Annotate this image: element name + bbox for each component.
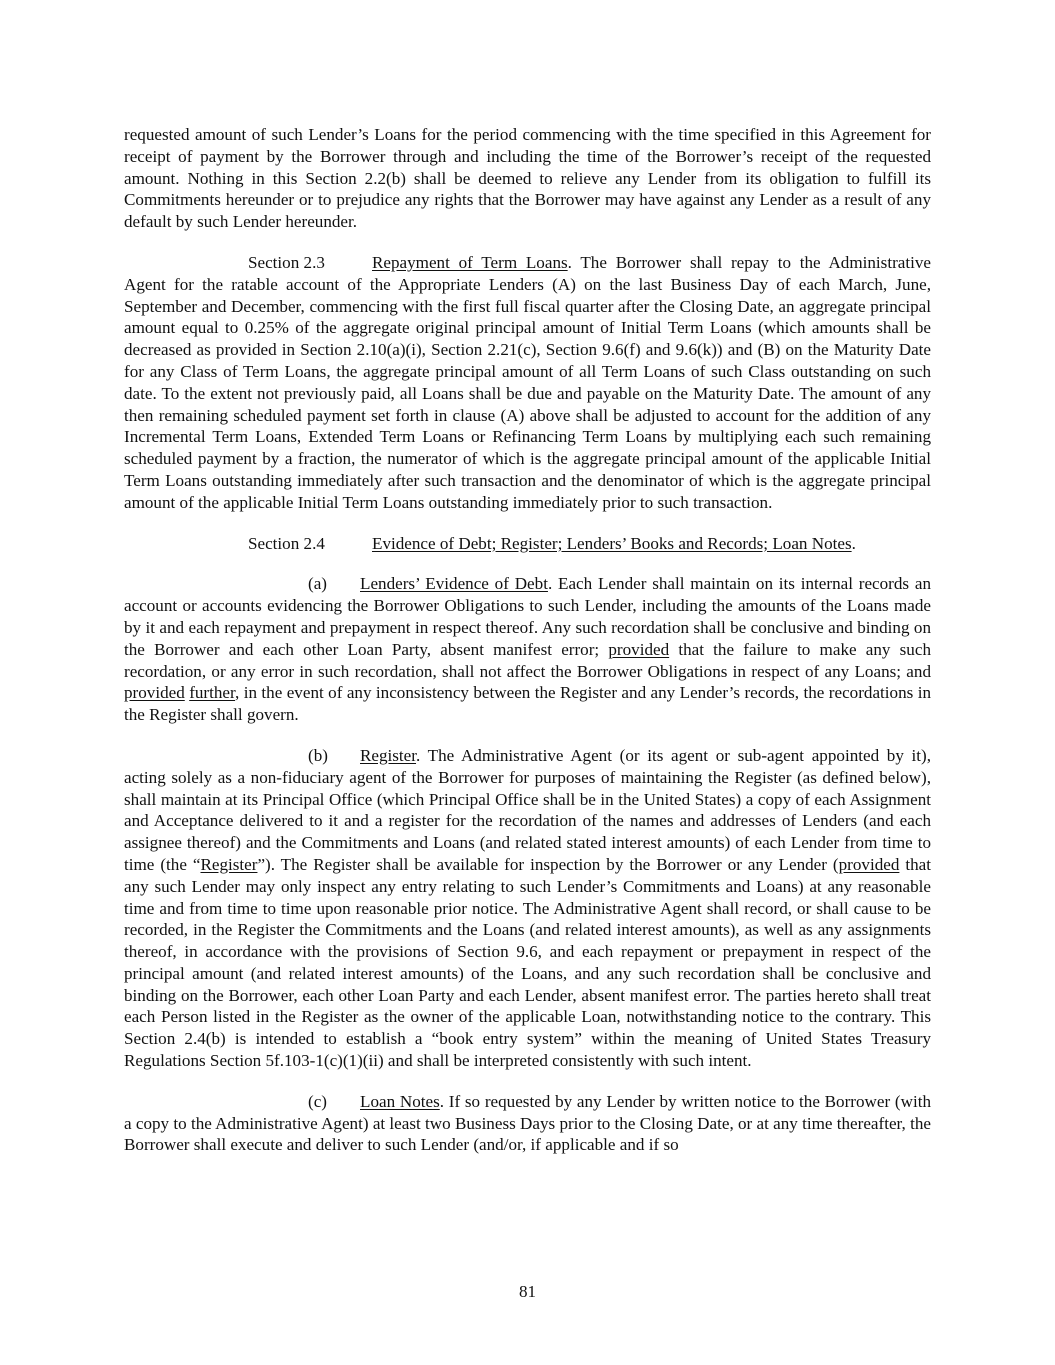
register-term: Register <box>200 854 258 874</box>
subsection-heading: Lenders’ Evidence of Debt <box>360 574 548 594</box>
section-text: . The Borrower shall repay to the Administrative Agent for the ratable account of the Appropriate Lenders (A) on the last Business Day of each March, June, September and December, commencing with the first full fiscal quarter after the Closing Date, an aggregate principal amount equal to 0.25% of the aggregate original principal amount of Initial Term Loans (which amounts shall be decreased as provided in Section 2.10(a)(i), Section 2.21(c), Section 9.6(f) and 9.6(k)) and (B) on the Maturity Date for any Class of Term Loans, the aggregate principal amount of all Term Loans of such Class outstanding on such date. To the extent not previously paid, all Loans shall be due and payable on the Maturity Date. The amount of any then remaining scheduled payment set forth in clause (A) above shall be adjusted to account for the addition of any Incremental Term Loans, Extended Term Loans or Refinancing Term Loans by multiplying each such remaining scheduled payment by a fraction, the numerator of which is the aggregate principal amount of the applicable Initial Term Loans outstanding immediately after such transaction and the denominator of which is the aggregate principal amount of the applicable Initial Term Loans outstanding immediately prior to such transaction. <box>124 252 931 512</box>
subsection-number: (c) <box>308 1091 327 1111</box>
subsection-text: . The Administrative Agent (or its agent or sub-agent appointed by it), acting solely as a non-fiduciary agent of the Borrower for purposes of maintaining the Register (as defined below), shall maintain at its Principal Office (which Principal Office shall be in the United States) a copy of each Assignment and Acceptance delivered to it and a register for the recordation of the names and addresses of Lenders (and each assignee thereof) and the Commitments and Loans (and related stated interest amounts) of each Lender from time to time (the “ <box>124 745 931 874</box>
subsection-number: (a) <box>308 574 327 594</box>
section-number: Section 2.3 <box>248 252 325 272</box>
section-2-3 <box>124 252 931 514</box>
provided-term: provided <box>838 854 900 874</box>
subsection-heading: Loan Notes <box>360 1091 440 1111</box>
subsection-text: that the failure to make any such recordation, or any error in such recordation, shall not affect the Borrower Obligations in respect of any Loans; and <box>124 639 931 681</box>
subsection-text: ”). The Register shall be available for inspection by the Borrower or any Lender ( <box>257 854 839 874</box>
section-number: Section 2.4 <box>248 533 325 553</box>
provided-term: provided <box>124 683 185 703</box>
document-page <box>124 124 931 1156</box>
page-number: 81 <box>518 1282 537 1301</box>
section-heading: Evidence of Debt; Register; Lenders’ Books and Records; Loan Notes <box>372 533 852 553</box>
subsection-number: (b) <box>308 745 328 765</box>
subsection-text: . If so requested by any Lender by written notice to the Borrower (with a copy to the Administrative Agent) at least two Business Days prior to the Closing Date, or at any time thereafter, the Borrower shall execute and deliver to such Lender (and/or, if applicable and if so <box>124 1091 931 1155</box>
subsection-text: , in the event of any inconsistency between the Register and any Lender’s records, the recordations in the Register shall govern. <box>124 683 931 725</box>
subsection-a <box>124 573 931 726</box>
subsection-text: . Each Lender shall maintain on its internal records an account or accounts evidencing the Borrower Obligations to such Lender, including the amounts of the Loans made by it and each repayment and prepayment in respect thereof. Any such recordation shall be conclusive and binding on the Borrower and each other Loan Party, absent manifest error; <box>124 574 931 659</box>
section-2-4 <box>124 533 931 555</box>
paragraph-text: requested amount of such Lender’s Loans for the period commencing with the time specified in this Agreement for receipt of payment by the Borrower through and including the time of the Borrower’s receipt of the requested amount. Nothing in this Section 2.2(b) shall be deemed to relieve any Lender from its obligation to fulfill its Commitments hereunder or to prejudice any rights that the Borrower may have against any Lender as a result of any default by such Lender hereunder. <box>124 125 931 232</box>
section-heading-end: . <box>851 533 856 553</box>
further-term: further <box>189 683 236 703</box>
subsection-heading: Register <box>360 745 417 765</box>
subsection-b <box>124 745 931 1072</box>
paragraph-continuation <box>124 124 931 233</box>
section-heading: Repayment of Term Loans <box>372 252 568 272</box>
subsection-text: that any such Lender may only inspect any entry relating to such Lender’s Commitments and Loans) at any reasonable time and from time to time upon reasonable prior notice. The Administrative Agent shall record, or shall cause to be recorded, in the Register the Commitments and the Loans (and related interest amounts), as well as any assignments thereof, in accordance with the provisions of Section 9.6, and each repayment or prepayment in respect of the principal amount (and related interest amounts) of the Loans, and any such recordation shall be conclusive and binding on the Borrower, each other Loan Party and each Lender, absent manifest error. The parties hereto shall treat each Person listed in the Register as the owner of the applicable Loan, notwithstanding notice to the contrary. This Section 2.4(b) is intended to establish a “book entry system” within the meaning of United States Treasury Regulations Section 5f.103-1(c)(1)(ii) and shall be interpreted consistently with such intent. <box>124 854 931 1071</box>
provided-term: provided <box>608 639 670 659</box>
subsection-c <box>124 1091 931 1156</box>
